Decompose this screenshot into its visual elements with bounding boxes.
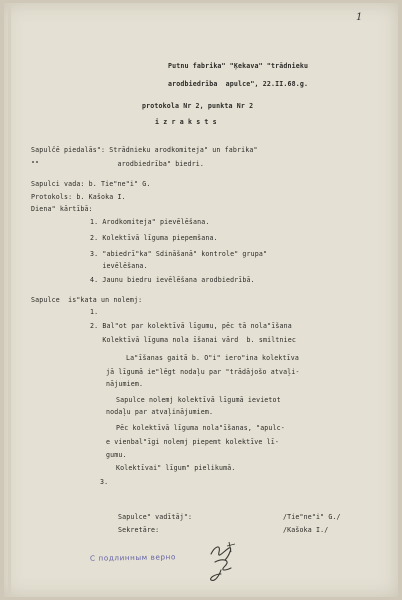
decision-para-3: Pēc kolektīvā līguma nola"īšanas, "apulc- — [116, 424, 285, 432]
decision-para-4: Kolektīvai" līgum" pielikumā. — [116, 464, 236, 472]
agenda-item-1: 1. Arodkomiteja" pievēlēšana. — [90, 218, 210, 226]
agenda-item-3: 3. "abiedrī"ka" Sdināšanā" kontrole" grupa" — [90, 250, 268, 258]
decision-para-1-cont: jā līgumā ie"lēgt nodaļu par "trādājošo atvaļi- — [106, 368, 300, 376]
decision-para-3-cont: e vienbal"īgi nolemj piepemt kolektīve lī- — [106, 438, 280, 446]
decision-item-3: 3. — [100, 478, 109, 486]
chair-signature-label: Sapulce" vadītāj": — [118, 513, 193, 521]
protocol-title: protokola Nr 2, punkta Nr 2 — [142, 102, 254, 110]
decision-item-2: 2. Bal"ot par kolektīvā līgumu, pēc tā nola"īšana — [90, 322, 292, 330]
page-number: 1 — [356, 12, 363, 23]
decision-para-1: La"īšanas gaitā b. O"i" iero"ina kolektīva — [126, 354, 300, 362]
certification-stamp: С подлинным верно — [89, 552, 177, 563]
decision-title: Sapulce is"kata un nolemj: — [31, 296, 143, 304]
agenda-item-2: 2. Kolektīvā līguma piepemšana. — [90, 234, 218, 242]
header-line-1: Putnu fabrika" "Ķekava" "trādnieku — [168, 62, 309, 70]
handwritten-signature — [205, 540, 245, 585]
participants-line-1: Sapulčē piedalās": Strādnieku arodkomiteja" un fabrika" — [31, 146, 258, 154]
decision-item-1: 1. — [90, 308, 99, 316]
decision-para-2: Sapulce nolemj kolektīvā līgumā ievietot — [116, 396, 281, 404]
secretary-line: Protokols: b. Kašoka I. — [31, 193, 126, 201]
agenda-item-4: 4. Jaunu biedru ievēlēšana arodbiedrībā. — [90, 276, 255, 284]
decision-para-2-cont: nodaļu par atvaļinājumiem. — [106, 408, 214, 416]
decision-item-2-cont: Kolektīvā līguma nola īšanai vārd b. smiltniec — [90, 336, 296, 344]
chair-line: Sapulci vada: b. Tie"ne"i" G. — [31, 180, 151, 188]
secretary-signature-label: Sekretāre: — [118, 526, 160, 534]
participants-line-2: "" arodbiedrība" biedri. — [31, 160, 205, 168]
decision-para-3-end: gumu. — [106, 451, 127, 459]
agenda-item-3-cont: ievēlēšana. — [90, 262, 148, 270]
extract-title: i z r a k s t s — [155, 118, 217, 126]
chair-signature-name: /Tie"ne"i" G./ — [283, 513, 341, 521]
decision-para-1-end: nājumiem. — [106, 380, 144, 388]
header-line-2: arodbiedrība apulce", 22.II.68.g. — [168, 80, 309, 88]
secretary-signature-name: /Kašoka I./ — [283, 526, 329, 534]
page-fold — [8, 3, 11, 597]
agenda-title: Diena" kārtībā: — [31, 205, 93, 213]
